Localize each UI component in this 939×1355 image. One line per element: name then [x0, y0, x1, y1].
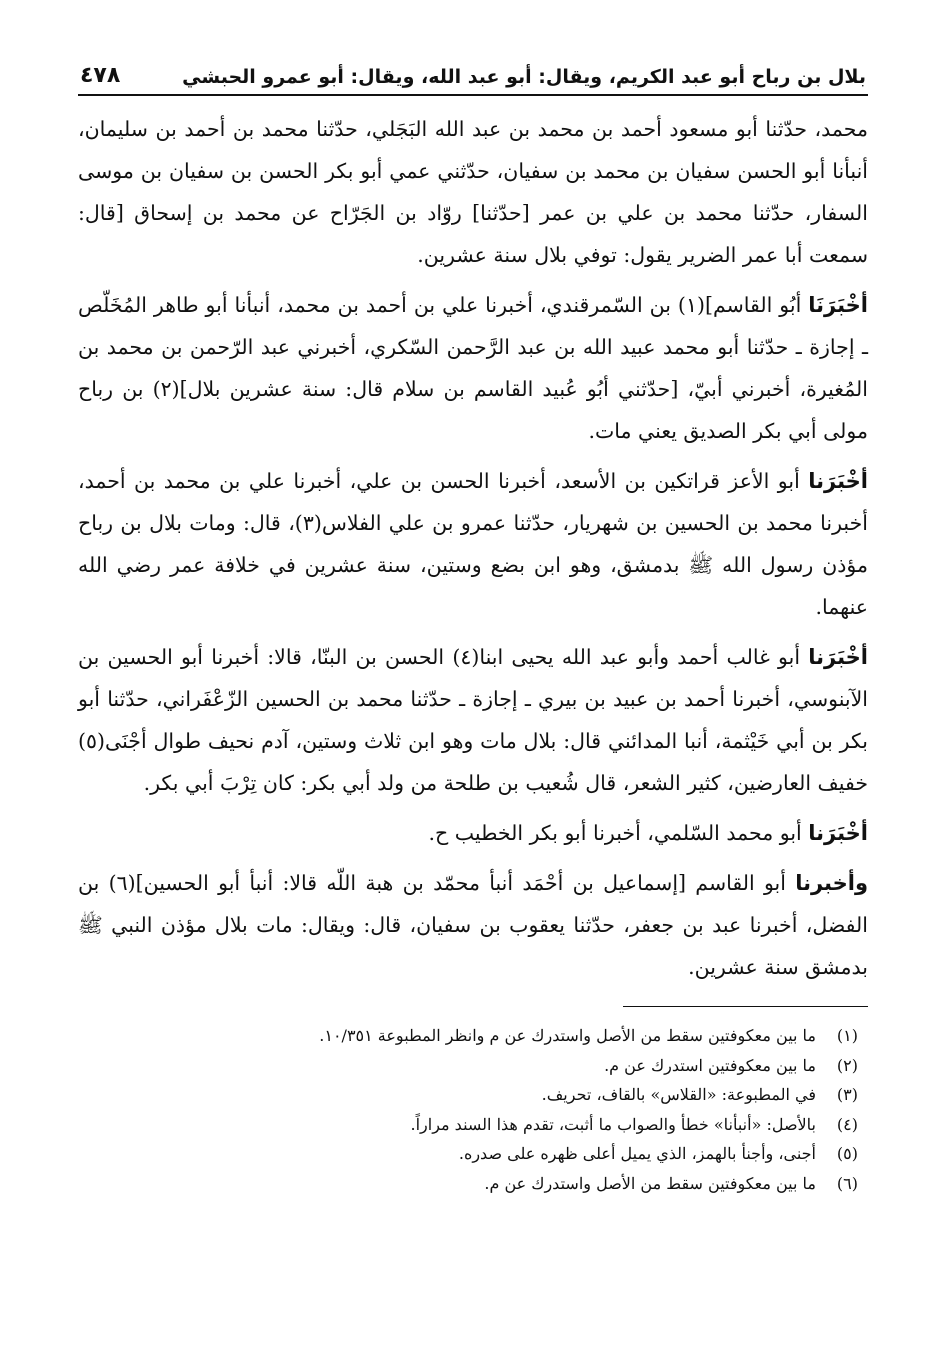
page-header — [78, 60, 868, 96]
paragraph-text: أبو الأعز قراتكين بن الأسعد، أخبرنا الحسن بن علي، أخبرنا علي بن محمد بن أحمد، أخبرنا محمد بن الحسين بن شهريار، حدّثنا عمرو بن علي الفلاس(٣)، قال: ومات بلال بن رباح مؤذن رسول الله ﷺ بدمشق، وهو ابن بضع وستين، سنة عشرين في خلافة عمر رضي الله عنهما. — [78, 469, 868, 619]
paragraph-text: أبو محمد السّلمي، أخبرنا أبو بكر الخطيب ح. — [428, 821, 809, 845]
footnote — [78, 1080, 858, 1110]
paragraph — [78, 812, 868, 854]
footnote — [78, 1021, 858, 1051]
footnote-number: (٤) — [836, 1114, 858, 1134]
footnote-text: ما بين معكوفتين سقط من الأصل واستدرك عن م. — [484, 1173, 816, 1193]
footnote-number: (٣) — [836, 1085, 858, 1104]
paragraph-lead: أخْبَرَنا — [808, 821, 868, 845]
footnote-text: ما بين معكوفتين سقط من الأصل واستدرك عن م وانظر المطبوعة ١٠/٣٥١. — [319, 1026, 816, 1045]
paragraph — [78, 460, 868, 628]
footnote-separator — [623, 1006, 868, 1007]
book-page — [78, 60, 868, 1340]
paragraph-text: أبُو القاسم](١) بن السّمرقندي، أخبرنا علي بن أحمد بن محمد، أنبأنا أبو طاهر المُخَلّص ـ إجازة ـ حدّثنا أبو محمد عبيد الله بن عبد الرَّحمن السّكري، أخبرني عبد الرّحمن بن محمد بن المُغيرة، أخبرني أبيّ، [حدّثني أبُو عُبيد القاسم بن سلام قال: سنة عشرين بلال](٢) بن رباح مولى أبي بكر الصديق يعني مات. — [78, 293, 868, 443]
footnotes — [78, 1021, 858, 1198]
main-text — [78, 108, 868, 988]
footnote-text: أجنى، وأجنأ بالهمز، الذي يميل أعلى ظهره على صدره. — [458, 1144, 816, 1163]
paragraph — [78, 862, 868, 988]
paragraph-lead: أخْبَرَنَا — [808, 293, 868, 317]
paragraph — [78, 108, 868, 276]
footnote-number: (١) — [836, 1026, 858, 1045]
footnote-text: بالأصل: «أنبأنا» خطأ والصواب ما أثبت، تقدم هذا السند مراراً. — [410, 1114, 816, 1134]
footnote — [78, 1110, 858, 1140]
footnote — [78, 1169, 858, 1199]
page-number: ٤٧٨ — [80, 63, 121, 88]
paragraph-lead: وأخبرنا — [795, 871, 868, 895]
paragraph — [78, 636, 868, 804]
paragraph-text: أبو غالب أحمد وأبو عبد الله يحيى ابنا(٤) الحسن بن البنّا، قالا: أخبرنا أبو الحسين بن الآبنوسي، أخبرنا أحمد بن عبيد بن بيري ـ إجازة ـ حدّثنا محمد بن الحسين الزّعْفَراني، حدّثنا أبو بكر بن أبي خَيْثمة، أنبا المدائني قال: بلال مات وهو ابن ثلاث وستين، آدم نحيف طوال أجْنَى(٥) خفيف العارضين، كثير الشعر، قال شُعيب بن طلحة من ولد أبي بكر: كان تِرْبَ أبي بكر. — [78, 645, 868, 795]
footnote-number: (٦) — [836, 1173, 858, 1193]
running-title: بلال بن رباح أبو عبد الكريم، ويقال: أبو عبد الله، ويقال: أبو عمرو الحبشي — [182, 66, 866, 88]
footnote-number: (٥) — [836, 1144, 858, 1163]
footnote-number: (٢) — [836, 1055, 858, 1075]
paragraph-text: محمد، حدّثنا أبو مسعود أحمد بن محمد بن عبد الله البَجَلي، حدّثنا محمد بن أحمد بن سليمان، أنبأنا أبو الحسن سفيان بن محمد بن سفيان، حدّثني عمي أبو بكر الحسن بن سفيان بن موسى السفار، حدّثنا محمد بن علي بن عمر [حدّثنا] روّاد بن الجَرّاح عن محمد بن إسحاق [قال: سمعت أبا عمر الضرير يقول: توفي بلال سنة عشرين. — [78, 117, 868, 267]
paragraph — [78, 284, 868, 452]
paragraph-lead: أخْبَرَنا — [808, 645, 868, 669]
footnote-text: ما بين معكوفتين استدرك عن م. — [604, 1055, 816, 1075]
footnote-text: في المطبوعة: «القلاس» بالقاف، تحريف. — [541, 1085, 816, 1104]
paragraph-text: أبو القاسم [إسماعيل بن أحْمَد أنبأ محمّد بن هبة اللّه قالا: أنبأ أبو الحسين](٦) بن الفضل، أخبرنا عبد بن جعفر، حدّثنا يعقوب بن سفيان، قال: ويقال: مات بلال مؤذن النبي ﷺ بدمشق سنة عشرين. — [78, 871, 868, 979]
footnote — [78, 1139, 858, 1169]
paragraph-lead: أخْبَرَنا — [808, 469, 868, 493]
footnote — [78, 1051, 858, 1081]
